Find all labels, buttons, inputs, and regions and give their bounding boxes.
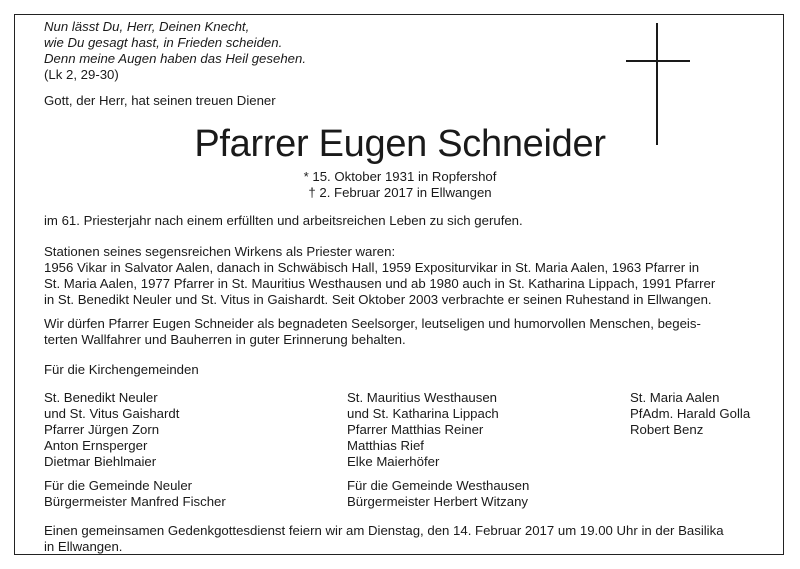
life-dates — [0, 169, 800, 201]
signatory-line: und St. Katharina Lippach — [347, 406, 499, 421]
signatory-line: St. Benedikt Neuler — [44, 390, 158, 405]
verse-line: wie Du gesagt hast, in Frieden scheiden. — [44, 35, 283, 50]
stations-line: 1956 Vikar in Salvator Aalen, danach in Schwäbisch Hall, 1959 Expositurvikar in St. Maria Aalen, 1963 Pfarrer in — [44, 260, 700, 275]
service-line: Einen gemeinsamen Gedenkgottesdienst feiern wir am Dienstag, den 14. Februar 2017 um 19.00 Uhr in der Basilika — [44, 523, 724, 538]
municipality-westhausen — [347, 478, 529, 510]
death-date: † 2. Februar 2017 in Ellwangen — [308, 185, 492, 200]
signatory-line: St. Mauritius Westhausen — [347, 390, 498, 405]
service-line: in Ellwangen. — [44, 539, 123, 554]
signatory-line: PfAdm. Harald Golla — [630, 406, 751, 421]
gratitude-paragraph — [44, 316, 766, 348]
signatory-line: Für die Gemeinde Neuler — [44, 478, 193, 493]
deceased-name: Pfarrer Eugen Schneider — [194, 123, 606, 165]
signatory-line: Elke Maierhöfer — [347, 454, 440, 469]
birth-date: * 15. Oktober 1931 in Ropfershof — [303, 169, 497, 184]
intro-text: Gott, der Herr, hat seinen treuen Diener — [44, 93, 276, 108]
signatory-line: Dietmar Biehlmaier — [44, 454, 157, 469]
stations-paragraph — [44, 244, 766, 308]
stations-line: Stationen seines segensreichen Wirkens als Priester waren: — [44, 244, 396, 259]
stations-line: in St. Benedikt Neuler und St. Vitus in Gaishardt. Seit Oktober 2003 verbrachte er seinen Ruhestand in Ellwangen. — [44, 292, 712, 307]
municipality-neuler — [44, 478, 226, 510]
lead-text: im 61. Priesterjahr nach einem erfüllten und arbeitsreichen Leben zu sich gerufen. — [44, 213, 523, 228]
signatory-line: Anton Ernsperger — [44, 438, 148, 453]
stations-line: St. Maria Aalen, 1977 Pfarrer in St. Mauritius Westhausen und ab 1980 auch in St. Katharina Lippach, 1991 Pfarrer — [44, 276, 716, 291]
signatory-line: Matthias Rief — [347, 438, 424, 453]
signatory-line: St. Maria Aalen — [630, 390, 720, 405]
churches-title: Für die Kirchengemeinden — [44, 362, 199, 377]
signatory-line: Pfarrer Matthias Reiner — [347, 422, 484, 437]
verse-reference: (Lk 2, 29-30) — [44, 67, 119, 82]
bible-verse — [44, 19, 306, 83]
church-column-aalen — [630, 390, 750, 438]
church-column-westhausen — [347, 390, 499, 470]
verse-line: Denn meine Augen haben das Heil gesehen. — [44, 51, 306, 66]
gratitude-line: terten Wallfahrer und Bauherren in guter Erinnerung behalten. — [44, 332, 406, 347]
signatory-line: Bürgermeister Manfred Fischer — [44, 494, 226, 509]
signatory-line: und St. Vitus Gaishardt — [44, 406, 180, 421]
signatory-line: Bürgermeister Herbert Witzany — [347, 494, 529, 509]
verse-line: Nun lässt Du, Herr, Deinen Knecht, — [44, 19, 250, 34]
church-column-neuler — [44, 390, 179, 470]
memorial-service-notice — [44, 523, 766, 555]
gratitude-line: Wir dürfen Pfarrer Eugen Schneider als begnadeten Seelsorger, leutseligen und humorvollen Menschen, begeis- — [44, 316, 701, 331]
signatory-line: Robert Benz — [630, 422, 704, 437]
signatory-line: Pfarrer Jürgen Zorn — [44, 422, 160, 437]
signatory-line: Für die Gemeinde Westhausen — [347, 478, 530, 493]
